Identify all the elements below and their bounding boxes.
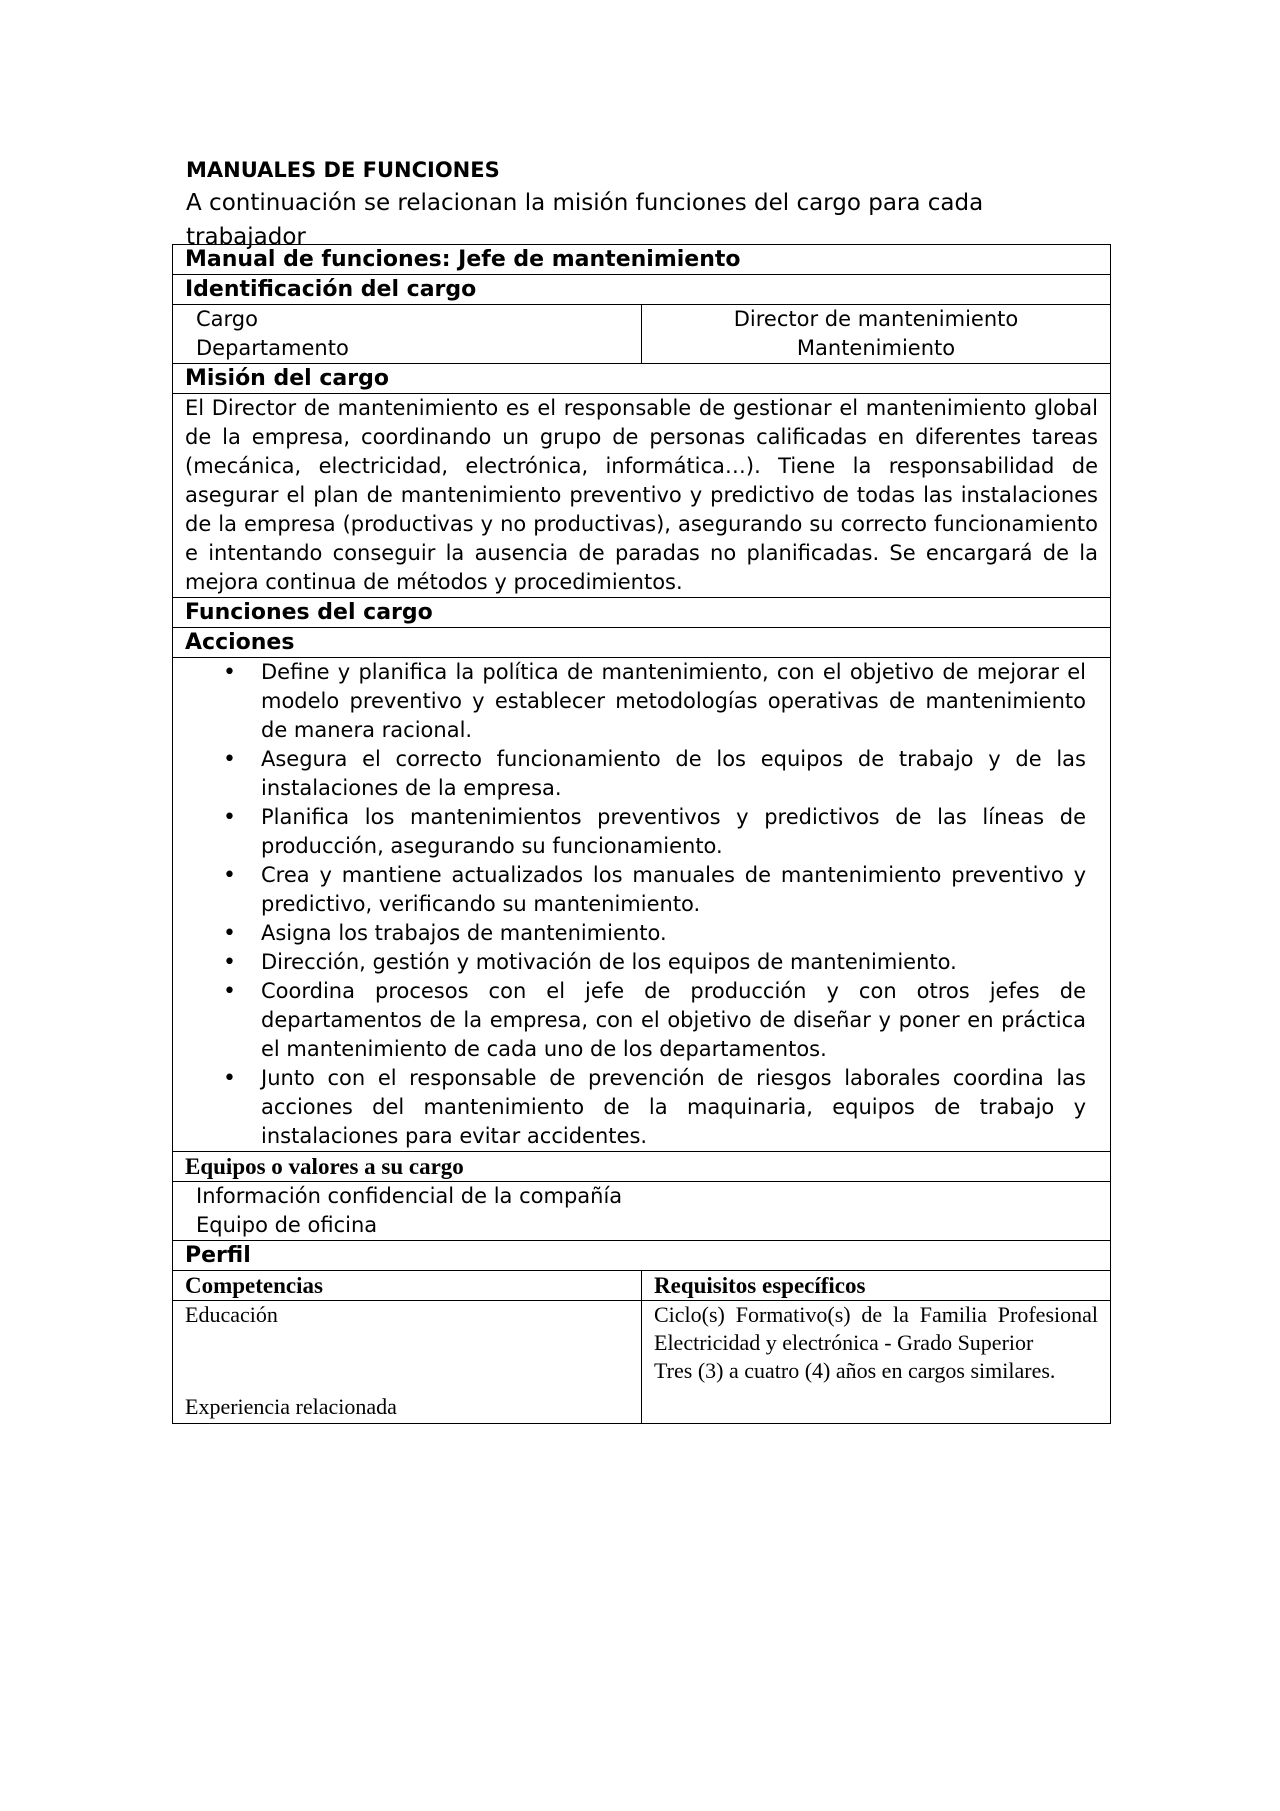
profile-values-row (173, 1301, 1111, 1424)
actions-list (185, 658, 1086, 1151)
mission-text: El Director de mantenimiento es el responsable de gestionar el mantenimiento global de la empresa, coordinando un grupo de personas calificadas en diferentes tareas (mecánica, electricidad, electrónica, informática…). Tiene la responsabilidad de asegurar el plan de mantenimiento preventivo y predictivo de todas las instalaciones de la empresa (productivas y no productivas), asegurando su correcto funcionamiento e intentando conseguir la ausencia de paradas no planificadas. Se encargará de la mejora continua de métodos y procedimientos. (173, 394, 1111, 598)
experience-label: Experiencia relacionada (185, 1394, 397, 1419)
list-item: • Asigna los trabajos de mantenimiento. (261, 919, 1086, 948)
equipment-heading: Equipos o valores a su cargo (173, 1152, 1111, 1182)
requisitos-heading: Requisitos específicos (642, 1271, 1111, 1301)
equipment-item-office: Equipo de oficina (196, 1213, 378, 1237)
identification-heading-row (173, 275, 1111, 305)
equipment-heading-row (173, 1152, 1111, 1182)
functions-heading: Funciones del cargo (173, 598, 1111, 628)
identification-labels (173, 305, 642, 364)
actions-row (173, 658, 1111, 1152)
list-item: • Define y planifica la política de mantenimiento, con el objetivo de mejorar el modelo preventivo y establecer metodologías operativas de mantenimiento de manera racional. (261, 658, 1086, 745)
actions-heading: Acciones (173, 628, 1111, 658)
cargo-label: Cargo (196, 307, 258, 331)
actions-heading-row (173, 628, 1111, 658)
profile-heading-row (173, 1241, 1111, 1271)
document-title: MANUALES DE FUNCIONES (186, 158, 500, 182)
profile-columns-row (173, 1271, 1111, 1301)
competencias-heading: Competencias (173, 1271, 642, 1301)
identification-row (173, 305, 1111, 364)
equipment-items (173, 1182, 1111, 1241)
list-item: • Crea y mantiene actualizados los manuales de mantenimiento preventivo y predictivo, verificando su mantenimiento. (261, 861, 1086, 919)
list-item: • Junto con el responsable de prevención de riesgos laborales coordina las acciones del mantenimiento de la maquinaria, equipos de trabajo y instalaciones para evitar accidentes. (261, 1064, 1086, 1151)
identification-values (642, 305, 1111, 364)
requisitos-cell (642, 1301, 1111, 1424)
mission-row (173, 394, 1111, 598)
list-item: • Planifica los mantenimientos preventivos y predictivos de las líneas de producción, asegurando su funcionamiento. (261, 803, 1086, 861)
cargo-value: Director de mantenimiento (733, 307, 1019, 331)
profile-heading: Perfil (173, 1241, 1111, 1271)
list-item: • Coordina procesos con el jefe de producción y con otros jefes de departamentos de la empresa, con el objetivo de diseñar y poner en práctica el mantenimiento de cada uno de los departamentos. (261, 977, 1086, 1064)
functions-heading-row (173, 598, 1111, 628)
mission-heading: Misión del cargo (173, 364, 1111, 394)
list-item: • Asegura el correcto funcionamiento de los equipos de trabajo y de las instalaciones de la empresa. (261, 745, 1086, 803)
identification-heading: Identificación del cargo (173, 275, 1111, 305)
departamento-value: Mantenimiento (796, 336, 956, 360)
functions-manual-table (172, 244, 1111, 1424)
departamento-label: Departamento (196, 336, 349, 360)
equipment-item-info: Información confidencial de la compañía (196, 1184, 623, 1208)
education-value: Ciclo(s) Formativo(s) de la Familia Profesional Electricidad y electrónica - Grado Superior (654, 1302, 1098, 1355)
education-label: Educación (185, 1302, 278, 1327)
equipment-row (173, 1182, 1111, 1241)
document-subtitle: A continuación se relacionan la misión funciones del cargo para cada trabajador (186, 190, 984, 250)
actions-cell (173, 658, 1111, 1152)
experience-value: Tres (3) a cuatro (4) años en cargos similares. (654, 1358, 1056, 1383)
mission-heading-row (173, 364, 1111, 394)
manual-title: Manual de funciones: Jefe de mantenimiento (173, 245, 1111, 275)
list-item: • Dirección, gestión y motivación de los equipos de mantenimiento. (261, 948, 1086, 977)
manual-title-row (173, 245, 1111, 275)
document-heading (186, 154, 1106, 254)
competencias-cell (173, 1301, 642, 1424)
